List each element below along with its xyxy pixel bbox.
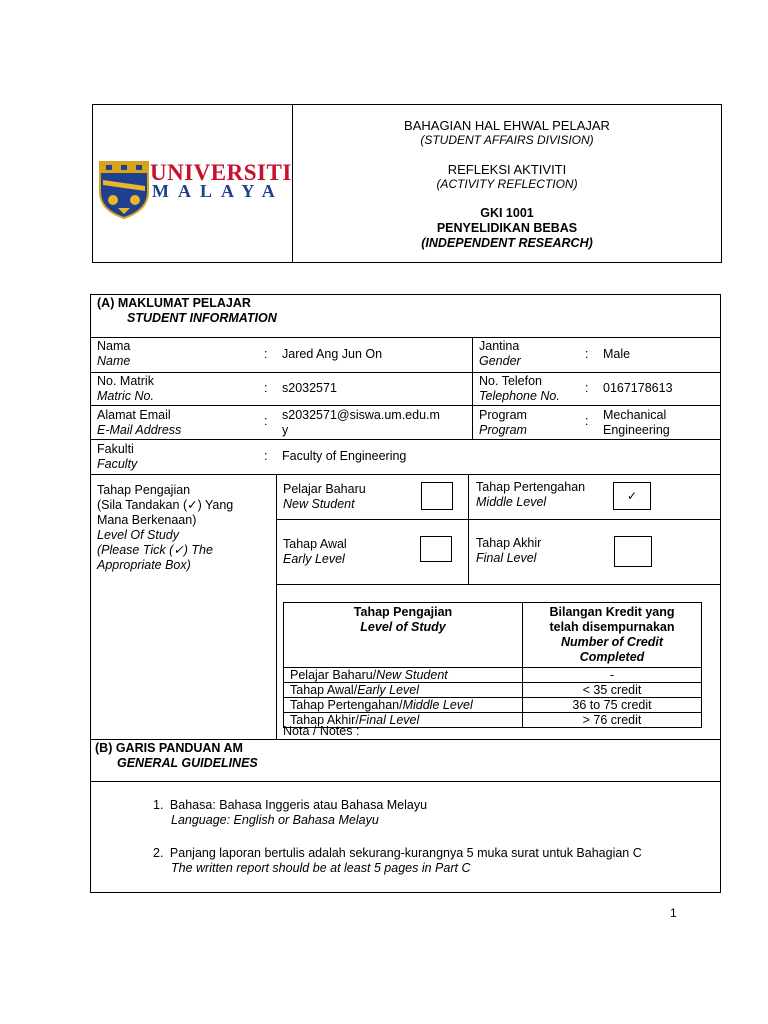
notes-label: Nota / Notes : [283,724,360,738]
row-line [90,781,721,782]
email-label-en: E-Mail Address [97,423,182,437]
level-label-line: Level Of Study [97,528,179,542]
section-a-title: (A) MAKLUMAT PELAJAR [97,296,251,310]
row-line [90,405,721,406]
table-header-credit-line: Bilangan Kredit yang [549,605,675,619]
table-cell-level [284,683,523,698]
row-line [276,584,721,585]
colon: : [264,381,268,395]
faculty-label-en: Faculty [97,457,138,471]
option-final-label: Tahap Akhir [476,536,542,550]
phone-label-ms: No. Telefon [479,374,543,388]
table-header-level [284,603,523,668]
row-line [90,337,721,338]
level-credit-table [283,602,702,728]
colon: : [585,347,589,361]
name-value[interactable]: Jared Ang Jun On [282,347,383,361]
option-new-label-en: New Student [283,497,355,511]
program-label-ms: Program [479,408,527,422]
gender-label-ms: Jantina [479,339,520,353]
matric-label-en: Matric No. [97,389,154,403]
guideline-number: 1. [153,798,164,812]
table-header-credit-line: telah disempurnakan [549,620,675,634]
table-row [284,698,702,713]
phone-label [479,374,560,404]
option-final-label-en: Final Level [476,551,537,565]
phone-label-en: Telephone No. [479,389,560,403]
program-value-line2: Engineering [603,423,670,437]
email-label [97,408,181,438]
level-en: New Student [376,668,448,682]
section-b-title: (B) GARIS PANDUAN AM [95,741,243,755]
table-cell-level [284,698,523,713]
level-en: Final Level [358,713,420,727]
program-label [479,408,527,438]
level-en: Middle Level [402,698,473,712]
level-of-study-label [97,483,272,573]
table-cell-credit: > 76 credit [523,713,702,728]
option-middle-level [476,480,585,510]
level-label-line: (Please Tick (✓) The [97,543,213,557]
row-line [90,372,721,373]
matric-value[interactable]: s2032571 [282,381,337,395]
table-header-credit [523,603,702,668]
gender-value[interactable]: Male [603,347,631,361]
course-name: PENYELIDIKAN BEBAS [436,221,578,235]
option-middle-label-en: Middle Level [476,495,547,509]
table-header-credit-line-en: Completed [579,650,645,664]
program-value[interactable] [603,408,670,438]
program-value-line1: Mechanical [603,408,667,422]
faculty-label [97,442,137,472]
phone-value[interactable]: 0167178613 [603,381,673,395]
division-title: BAHAGIAN HAL EHWAL PELAJAR [404,118,610,133]
header-text [293,118,721,251]
level-ms: Tahap Pertengahan/ [290,698,403,712]
level-label-line: Tahap Pengajian [97,483,191,497]
guideline-number: 2. [153,846,164,860]
table-row [284,668,702,683]
name-label-ms: Nama [97,339,131,353]
course-code: GKI 1001 [480,206,534,220]
logo-text-line1: UNIVERSITI [150,160,292,185]
course-name-en: (INDEPENDENT RESEARCH) [421,236,593,250]
final-level-checkbox[interactable] [614,536,652,567]
matric-label-ms: No. Matrik [97,374,154,388]
guideline-text-en: Language: English or Bahasa Melayu [171,813,379,827]
email-value[interactable] [282,408,440,438]
faculty-label-ms: Fakulti [97,442,134,456]
option-middle-label: Tahap Pertengahan [476,480,586,494]
guideline-item [153,798,427,828]
guideline-text: Panjang laporan bertulis adalah sekurang-kurangnya 5 muka surat untuk Bahagian C [169,846,642,860]
matric-label [97,374,154,404]
faculty-value[interactable]: Faculty of Engineering [282,449,407,463]
crest-icon [98,160,150,220]
guideline-text: Bahasa: Bahasa Inggeris atau Bahasa Melayu [169,798,428,812]
level-ms: Tahap Akhir/ [290,713,359,727]
guideline-text-en: The written report should be at least 5 pages in Part C [171,861,471,875]
level-ms: Tahap Awal/ [290,683,358,697]
section-a-title-en: STUDENT INFORMATION [127,311,277,325]
level-label-line: Appropriate Box) [97,558,191,572]
row-line [90,739,721,740]
level-label-line: (Sila Tandakan (✓) Yang [97,498,234,512]
email-value-line2: y [282,423,289,437]
row-line [276,519,721,520]
table-header-level-en: Level of Study [360,620,446,634]
university-logo [98,160,292,222]
table-cell-credit: 36 to 75 credit [523,698,702,713]
email-label-ms: Alamat Email [97,408,171,422]
form-title: REFLEKSI AKTIVITI [447,162,567,177]
name-label [97,339,130,369]
option-new-student [283,482,366,512]
section-a-heading [97,296,277,326]
section-b-title-en: GENERAL GUIDELINES [117,756,258,770]
row-line [90,439,721,440]
level-label-line: Mana Berkenaan) [97,513,197,527]
col-line [472,337,473,439]
email-value-line1: s2032571@siswa.um.edu.m [282,408,440,422]
colon: : [585,381,589,395]
name-label-en: Name [97,354,131,368]
early-level-checkbox[interactable] [420,536,452,562]
level-ms: Pelajar Baharu/ [290,668,377,682]
option-new-label: Pelajar Baharu [283,482,366,496]
logo-text-line2: MALAYA [152,181,284,201]
level-en: Early Level [357,683,420,697]
division-title-en: (STUDENT AFFAIRS DIVISION) [420,133,594,147]
new-student-checkbox[interactable] [421,482,453,510]
gender-label-en: Gender [479,354,521,368]
option-early-level [283,537,347,567]
middle-level-checkbox[interactable]: ✓ [613,482,651,510]
table-header-credit-line-en: Number of Credit [560,635,664,649]
row-line [90,474,721,475]
option-early-label: Tahap Awal [283,537,347,551]
colon: : [264,414,268,428]
section-b-heading [95,741,258,771]
colon: : [264,347,268,361]
option-final-level [476,536,541,566]
table-cell-credit: - [523,668,702,683]
guideline-item [153,846,642,876]
col-line [468,474,469,584]
colon: : [264,449,268,463]
colon: : [585,414,589,428]
page-number: 1 [670,906,677,920]
col-line [276,474,277,739]
table-cell-credit: < 35 credit [523,683,702,698]
table-header-level-ms: Tahap Pengajian [353,605,453,619]
program-label-en: Program [479,423,527,437]
gender-label [479,339,521,369]
form-title-en: (ACTIVITY REFLECTION) [436,177,578,191]
table-row [284,683,702,698]
option-early-label-en: Early Level [283,552,345,566]
table-header-row [284,603,702,668]
table-cell-level [284,668,523,683]
